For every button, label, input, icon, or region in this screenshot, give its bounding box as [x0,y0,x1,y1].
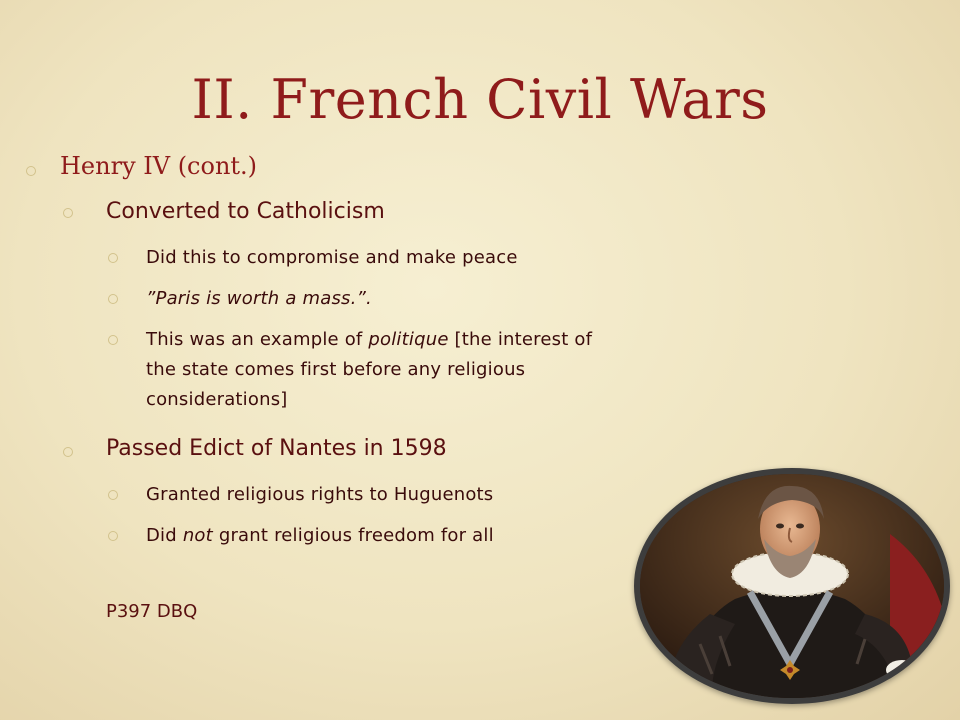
section-converted: Converted to Catholicism [106,199,385,224]
point-not-freedom [146,525,494,546]
bullet-icon [108,490,118,500]
bullet-icon [63,447,73,457]
point2-suffix: grant religious freedom for all [212,525,494,546]
point-paris-quote: ”Paris is worth a mass.”. [146,288,372,309]
point2-emph: not [182,525,213,546]
portrait-henry-iv [634,468,950,704]
bullet-icon [108,335,118,345]
point-huguenots: Granted religious rights to Huguenots [146,484,494,505]
point-politique-line1 [146,329,592,350]
politique-term: politique [368,329,449,350]
bullet-icon [26,166,36,176]
slide-title: II. French Civil Wars [191,68,769,131]
heading-henry-iv: Henry IV (cont.) [60,152,258,180]
point-politique-line2: the state comes first before any religious [146,359,526,380]
point-compromise: Did this to compromise and make peace [146,247,518,268]
point-politique-line3: considerations] [146,389,288,410]
bullet-icon [108,294,118,304]
politique-prefix: This was an example of [146,329,369,350]
bullet-icon [63,208,73,218]
point2-prefix: Did [146,525,183,546]
portrait-illustration [640,474,944,698]
politique-suffix: [the interest of [448,329,593,350]
page-reference: P397 DBQ [106,601,198,622]
section-edict-of-nantes: Passed Edict of Nantes in 1598 [106,436,447,461]
bullet-icon [108,253,118,263]
bullet-icon [108,531,118,541]
